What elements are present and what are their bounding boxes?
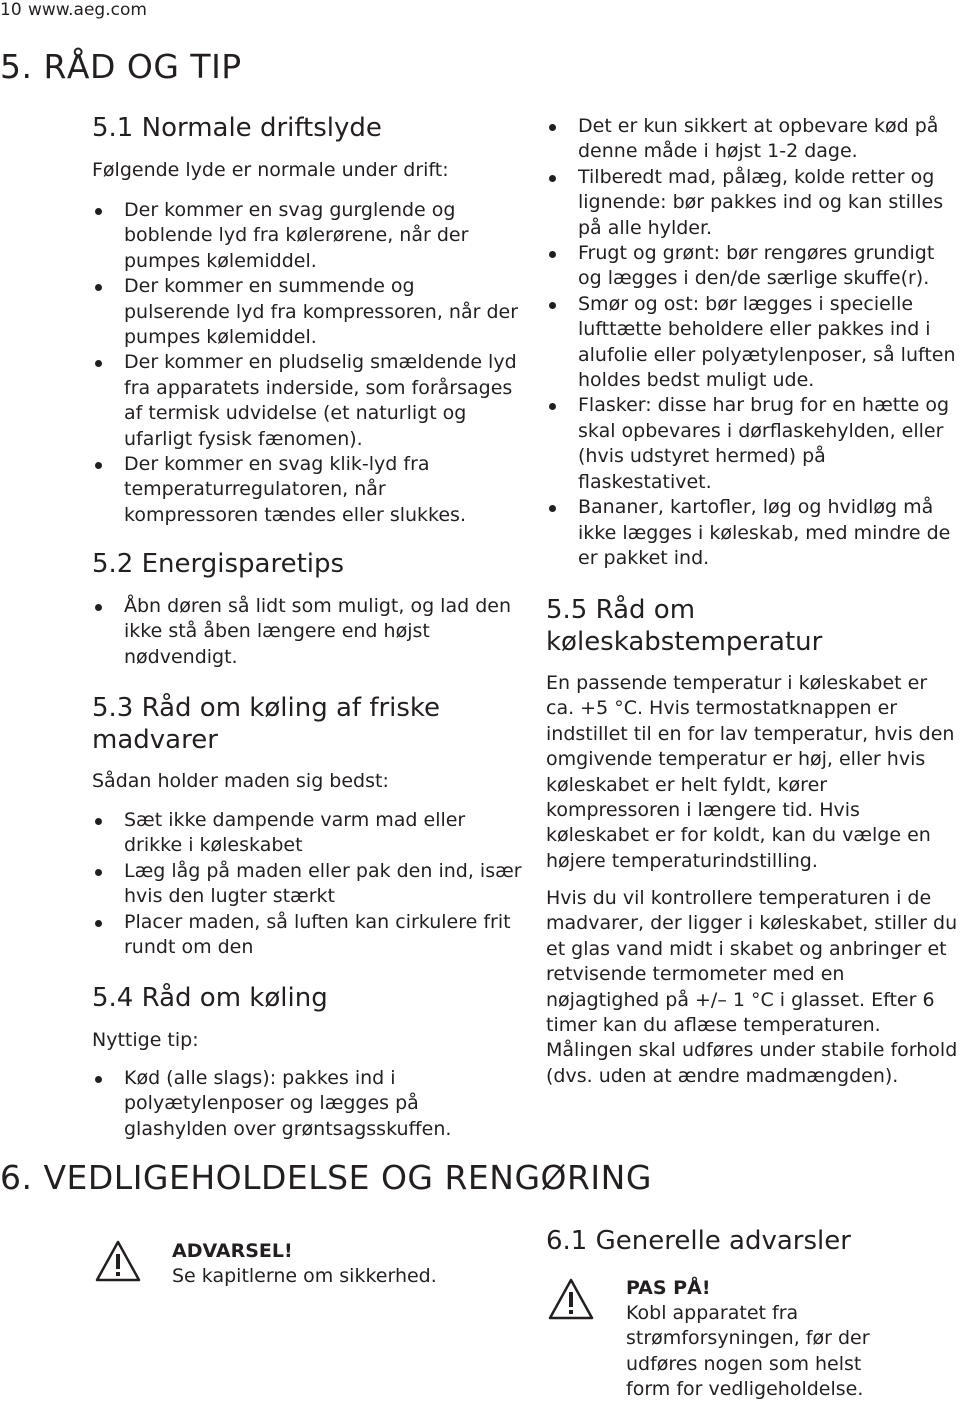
section-5-4-intro: Nyttige tip: [92, 1029, 199, 1051]
bullet-icon [95, 462, 102, 469]
bullet-icon [95, 1076, 102, 1083]
list-item: Placer maden, så luften kan cirkulere frit rundt om den [92, 910, 522, 961]
warning-triangle-icon [548, 1278, 594, 1320]
section-5-5-title: 5.5 Råd om køleskabstemperatur [546, 595, 823, 657]
list-item: Sæt ikke dampende varm mad eller drikke i køleskabet [92, 808, 522, 859]
bullet-icon [549, 175, 556, 182]
list-item: Smør og ost: bør lægges i specielle lufttætte beholdere eller pakkes ind i alufolie eller polyætylenposer, så luften holdes bedst muligt ude. [546, 292, 960, 394]
section-5-title: 5. RÅD OG TIP [0, 47, 242, 86]
list-item: Der kommer en summende og pulserende lyd fra kompressoren, når der pumpes kølemiddel. [92, 274, 522, 350]
warning-triangle-icon [95, 1240, 141, 1282]
header-url: www.aeg.com [28, 0, 147, 20]
section-5-4-title: 5.4 Råd om køling [92, 983, 328, 1013]
section-6-1-title: 6.1 Generelle advarsler [546, 1226, 851, 1256]
list-item: Der kommer en pludselig smældende lyd fra apparatets inderside, som forårsages af termisk udvidelse (et naturligt og ufarligt fysisk fænomen). [92, 350, 522, 452]
section-5-1-intro: Følgende lyde er normale under drift: [92, 159, 449, 181]
bullet-icon [549, 302, 556, 309]
list-item: Det er kun sikkert at opbevare kød på denne måde i højst 1-2 dage. [546, 114, 960, 165]
caution-title: PAS PÅ! [626, 1277, 711, 1299]
bullet-icon [95, 208, 102, 215]
caution-box [548, 1278, 594, 1324]
warning-box [95, 1240, 141, 1286]
bullet-icon [95, 920, 102, 927]
bullet-icon [95, 284, 102, 291]
section-5-4-list-right [546, 114, 960, 571]
bullet-icon [95, 604, 102, 611]
list-item: Frugt og grønt: bør rengøres grundigt og lægges i den/de særlige skuffe(r). [546, 241, 960, 292]
list-item: Tilberedt mad, pålæg, kolde retter og lignende: bør pakkes ind og kan stilles på alle hylder. [546, 165, 960, 241]
caution-text: Kobl apparatet fra strømforsyningen, før der udføres nogen som helst form for vedligeholdelse. [626, 1302, 870, 1401]
warning-title: ADVARSEL! [172, 1240, 293, 1262]
bullet-icon [549, 403, 556, 410]
section-5-2-title: 5.2 Energisparetips [92, 549, 345, 579]
list-item: Læg låg på maden eller pak den ind, især hvis den lugter stærkt [92, 859, 522, 910]
section-5-1-list [92, 198, 522, 528]
section-5-3-title: 5.3 Råd om køling af friske madvarer [92, 693, 441, 755]
bullet-icon [95, 360, 102, 367]
bullet-icon [95, 869, 102, 876]
list-item: Kød (alle slags): pakkes ind i polyætylenposer og lægges på glashylden over grøntsagsskuffen. [92, 1066, 522, 1142]
list-item: Bananer, kartofler, løg og hvidløg må ikke lægges i køleskab, med mindre de er pakket ind. [546, 495, 960, 571]
section-5-5-paragraph-1: En passende temperatur i køleskabet er ca. +5 °C. Hvis termostatknappen er indstillet til en for lav temperatur, hvis den omgivende temperatur er høj, eller hvis køleskabet er helt fyldt, kører kompressoren i længere tid. Hvis køleskabet er for koldt, kan du vælge en højere temperaturindstilling. [546, 672, 955, 872]
section-5-5-paragraph-2: Hvis du vil kontrollere temperaturen i de madvarer, der ligger i køleskabet, stiller du et glas vand midt i skabet og anbringer et retvisende termometer med en nøjagtighed på +/– 1 °C i glasset. Efter 6 timer kan du aflæse temperaturen. Målingen skal udføres under stabile forhold (dvs. uden at ændre madmængden). [546, 887, 958, 1087]
bullet-icon [549, 124, 556, 131]
list-item: Der kommer en svag klik-lyd fra temperaturregulatoren, når kompressoren tændes eller slukkes. [92, 452, 522, 528]
list-item: Åbn døren så lidt som muligt, og lad den ikke stå åben længere end højst nødvendigt. [92, 594, 522, 670]
bullet-icon [95, 818, 102, 825]
page-number: 10 [0, 0, 22, 20]
section-5-2-list [92, 594, 522, 670]
list-item: Flasker: disse har brug for en hætte og skal opbevares i dørflaskehylden, eller (hvis udstyret hermed) på flaskestativet. [546, 393, 960, 495]
section-5-3-list [92, 808, 522, 960]
section-6-title: 6. VEDLIGEHOLDELSE OG RENGØRING [0, 1158, 652, 1197]
warning-text: Se kapitlerne om sikkerhed. [172, 1265, 437, 1287]
section-5-1-title: 5.1 Normale driftslyde [92, 113, 382, 143]
bullet-icon [549, 251, 556, 258]
section-5-3-intro: Sådan holder maden sig bedst: [92, 770, 389, 792]
section-5-4-list-left [92, 1066, 522, 1142]
bullet-icon [549, 505, 556, 512]
list-item: Der kommer en svag gurglende og boblende lyd fra kølerørene, når der pumpes kølemiddel. [92, 198, 522, 274]
